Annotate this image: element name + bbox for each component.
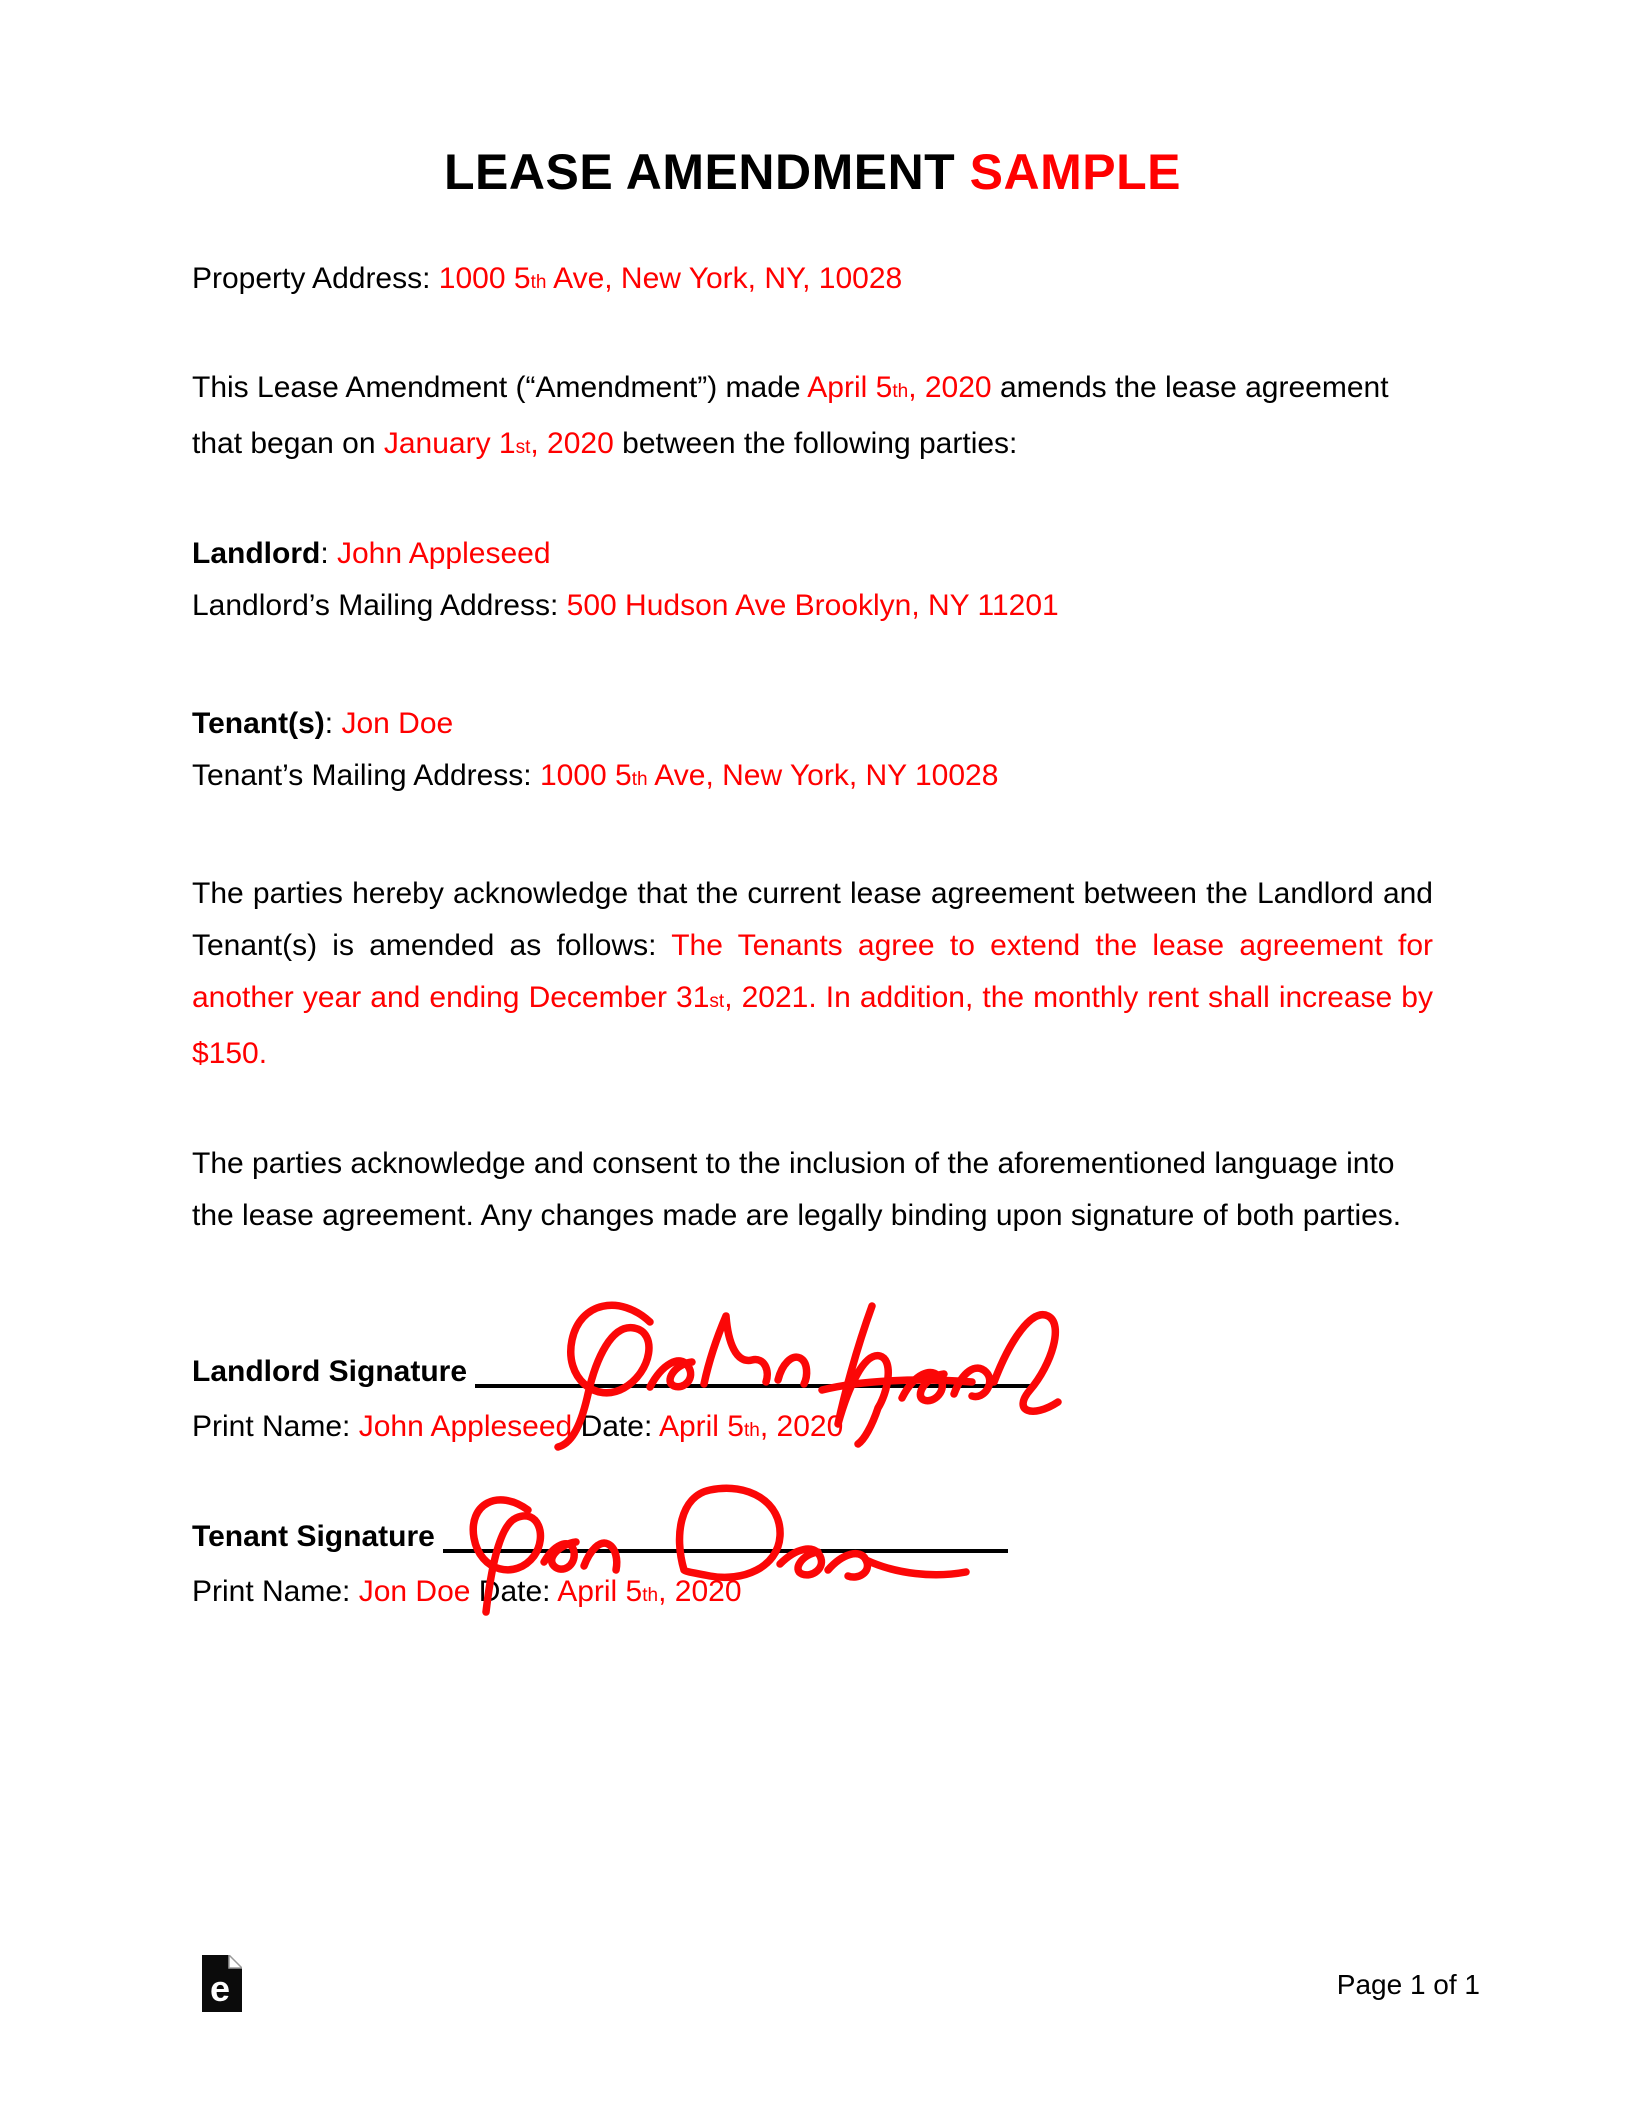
- landlord-mailing-line: [192, 580, 1433, 632]
- landlord-print-name-value: John Appleseed: [358, 1410, 573, 1443]
- landlord-label: Landlord: [192, 537, 321, 570]
- logo-folded-corner: [229, 1955, 242, 1968]
- title-sample-highlight: SAMPLE: [969, 143, 1181, 200]
- landlord-name-line: [192, 528, 1433, 580]
- made-date-year: , 2020: [908, 371, 992, 404]
- tenant-signature-row: [192, 1511, 1433, 1563]
- tenant-mailing-line: [192, 750, 1433, 806]
- tenant-print-row: [192, 1566, 1433, 1622]
- property-address-rest: Ave, New York, NY, 10028: [546, 262, 903, 295]
- logo-letter: e: [210, 1968, 231, 2009]
- property-address-line: [192, 253, 1433, 309]
- landlord-print-row: [192, 1401, 1433, 1457]
- tenant-separator: :: [324, 707, 342, 740]
- tenant-print-name-value: Jon Doe: [358, 1575, 471, 1608]
- landlord-print-name-label: Print Name:: [192, 1410, 359, 1443]
- tenant-name-value: Jon Doe: [341, 707, 454, 740]
- landlord-date-value: [659, 1410, 843, 1443]
- title-main: LEASE AMENDMENT: [444, 143, 970, 200]
- intro-text-2: amends the lease agreement that began on: [192, 371, 1389, 460]
- eforms-logo-icon[interactable]: [202, 1955, 242, 2012]
- landlord-section: [192, 528, 1433, 632]
- intro-paragraph: [192, 362, 1433, 474]
- tenant-date-year: , 2020: [658, 1575, 742, 1608]
- landlord-signature-label: Landlord Signature: [192, 1355, 468, 1388]
- amendment-intro-text: The parties hereby acknowledge that the current lease agreement between the Landlord and Tenant(s) is amended as follows:: [192, 877, 1433, 962]
- tenant-mailing-number: 1000 5: [539, 759, 632, 792]
- intro-text-1: This Lease Amendment (“Amendment”) made: [192, 371, 808, 404]
- amendment-terms-part1: The Tenants agree to extend the lease agreement for another year and ending December 31: [192, 929, 1433, 1014]
- lease-begin-date: [384, 427, 614, 460]
- tenant-date-ordinal: th: [642, 1585, 659, 1606]
- page-title: [0, 142, 1625, 202]
- landlord-mailing-value: 500 Hudson Ave Brooklyn, NY 11201: [566, 589, 1059, 622]
- property-address-value: [439, 262, 902, 295]
- landlord-date-year: , 2020: [759, 1410, 844, 1443]
- landlord-separator: :: [320, 537, 337, 570]
- tenant-section: [192, 698, 1433, 806]
- tenant-date-value: [557, 1575, 741, 1608]
- begin-date-day: January 1: [383, 427, 516, 460]
- intro-text-3: between the following parties:: [613, 427, 1018, 460]
- landlord-signature-line[interactable]: [475, 1372, 1030, 1388]
- tenant-mailing-ordinal: th: [631, 769, 648, 790]
- landlord-mailing-label: Landlord’s Mailing Address:: [192, 589, 567, 622]
- tenant-name-line: [192, 698, 1433, 750]
- begin-date-ordinal: st: [515, 437, 531, 458]
- consent-paragraph: The parties acknowledge and consent to the inclusion of the aforementioned language into the lease agreement. Any changes made are legally binding upon signature of both parties.: [192, 1147, 1402, 1232]
- tenant-date-label: Date:: [470, 1575, 558, 1608]
- amendment-end-date-ordinal: st: [709, 991, 725, 1012]
- made-date-ordinal: th: [892, 381, 909, 402]
- landlord-name-value: John Appleseed: [337, 537, 551, 570]
- tenant-label: Tenant(s): [192, 707, 325, 740]
- landlord-signature-row: [192, 1346, 1433, 1398]
- tenant-mailing-rest: Ave, New York, NY 10028: [647, 759, 999, 792]
- landlord-date-day: April 5: [658, 1410, 744, 1443]
- property-address-label: Property Address:: [192, 262, 439, 295]
- landlord-date-ordinal: th: [744, 1420, 760, 1441]
- amendment-terms-part2: , 2021. In addition, the monthly rent shall increase by $150.: [192, 981, 1433, 1070]
- tenant-date-day: April 5: [557, 1575, 643, 1608]
- property-address-number: 1000 5: [438, 262, 531, 295]
- tenant-mailing-value: [540, 759, 998, 792]
- tenant-mailing-label: Tenant’s Mailing Address:: [192, 759, 540, 792]
- landlord-date-label: Date:: [572, 1410, 659, 1443]
- amendment-paragraph: [192, 868, 1433, 1080]
- property-address-ordinal: th: [530, 272, 547, 293]
- tenant-signature-label: Tenant Signature: [192, 1520, 435, 1553]
- tenant-signature-line[interactable]: [443, 1537, 1008, 1553]
- amendment-made-date: [807, 371, 991, 404]
- tenant-print-name-label: Print Name:: [192, 1575, 359, 1608]
- made-date-day: April 5: [807, 371, 893, 404]
- page-number: Page 1 of 1: [1336, 1969, 1480, 2000]
- begin-date-year: , 2020: [530, 427, 614, 460]
